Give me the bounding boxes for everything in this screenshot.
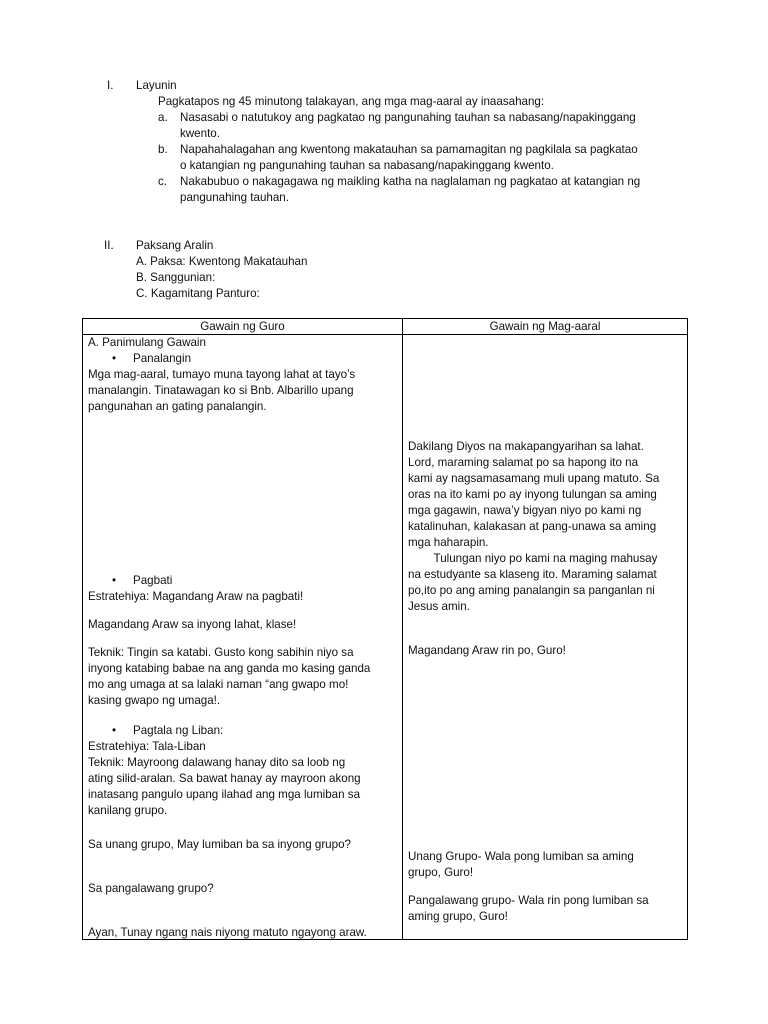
student-line: Pangalawang grupo- Wala rin pong lumiban sa	[408, 894, 649, 907]
student-line: Lord, maraming salamat po sa hapong ito na	[408, 456, 639, 469]
teacher-line: manalangin. Tinatawagan ko si Bnb. Albarillo upang	[88, 384, 354, 397]
teacher-line: Mga mag-aaral, tumayo muna tayong lahat at tayo’s	[88, 368, 356, 381]
greeting-strategy: Estratehiya: Magandang Araw na pagbati!	[88, 590, 304, 603]
student-line: po,ito po ang aming panalangin sa panganlan ni	[408, 584, 655, 597]
column-header-teacher: Gawain ng Guro	[83, 319, 403, 335]
lesson-table	[82, 318, 688, 940]
question-first-group: Sa unang grupo, May lumiban ba sa inyong grupo?	[88, 838, 351, 851]
student-line: mga haharapin.	[408, 536, 489, 549]
teacher-cell	[83, 335, 403, 940]
subject-line: A. Paksa: Kwentong Makatauhan	[136, 255, 308, 268]
teacher-line: kasing gwapo ng umaga!.	[88, 694, 221, 707]
section-title: A. Panimulang Gawain	[88, 336, 206, 349]
objective-letter: b.	[158, 143, 168, 156]
student-line: katalinuhan, kalakasan at pang-unawa sa aming	[408, 520, 657, 533]
subject-line: C. Kagamitang Panturo:	[136, 287, 260, 300]
bullet-icon: •	[112, 574, 117, 587]
greeting-label: Pagbati	[133, 574, 173, 587]
student-line: oras na ito kami po ay inyong tulungan sa aming	[408, 488, 657, 501]
question-second-group: Sa pangalawang grupo?	[88, 882, 214, 895]
student-line: Unang Grupo- Wala pong lumiban sa aming	[408, 850, 634, 863]
teacher-line: Teknik: Tingin sa katabi. Gusto kong sabihin niyo sa	[88, 646, 354, 659]
objective-text: pangunahing tauhan.	[180, 191, 289, 204]
teacher-line: Teknik: Mayroong dalawang hanay dito sa loob ng	[88, 756, 346, 769]
student-cell	[403, 335, 688, 940]
greeting-reply: Magandang Araw rin po, Guro!	[408, 644, 566, 657]
student-line: Dakilang Diyos na makapangyarihan sa lahat.	[408, 440, 644, 453]
attendance-strategy: Estratehiya: Tala-Liban	[88, 740, 206, 753]
student-line: grupo, Guro!	[408, 866, 474, 879]
closing-remark: Ayan, Tunay ngang nais niyong matuto ngayong araw.	[88, 926, 367, 939]
subject-heading: Paksang Aralin	[136, 239, 214, 252]
objective-letter: c.	[158, 175, 168, 188]
subject-line: B. Sanggunian:	[136, 271, 216, 284]
attendance-label: Pagtala ng Liban:	[133, 724, 224, 737]
teacher-line: kanilang grupo.	[88, 804, 168, 817]
teacher-line: mo ang umaga at sa lalaki naman “ang gwapo mo!	[88, 678, 349, 691]
student-line: na estudyante sa klaseng ito. Maraming salamat	[408, 568, 657, 581]
objectives-heading: Layunin	[136, 79, 177, 92]
objectives-intro: Pagkatapos ng 45 minutong talakayan, ang mga mag-aaral ay inaasahang:	[158, 95, 545, 108]
teacher-line: inyong katabing babae na ang ganda mo kasing ganda	[88, 662, 371, 675]
teacher-line: ating silid-aralan. Sa bawat hanay ay mayroon akong	[88, 772, 361, 785]
objective-text: Nasasabi o natutukoy ang pagkatao ng pangunahing tauhan sa nabasang/napakinggang	[180, 111, 636, 124]
student-line: aming grupo, Guro!	[408, 910, 508, 923]
objective-text: o katangian ng pangunahing tauhan sa nabasang/napakinggang kwento.	[180, 159, 554, 172]
student-line: kami ay nagsamasamang muli upang matuto. Sa	[408, 472, 660, 485]
teacher-line: inatasang pangulo upang ilahad ang mga lumiban sa	[88, 788, 361, 801]
objective-text: Nakabubuo o nakagagawa ng maikling katha na naglalaman ng pagkatao at katangian ng	[180, 175, 641, 188]
student-line: mga gagawin, nawa’y bigyan niyo po kami ng	[408, 504, 642, 517]
objective-text: Napahahalagahan ang kwentong makatauhan sa pamamagitan ng pagkilala sa pagkatao	[180, 143, 638, 156]
teacher-line: pangunahan an gating panalangin.	[88, 400, 267, 413]
objectives-numeral: I.	[107, 79, 114, 92]
objective-text: kwento.	[180, 127, 220, 140]
student-line: Tulungan niyo po kami na maging mahusay	[408, 552, 658, 565]
bullet-icon: •	[112, 352, 117, 365]
prayer-label: Panalangin	[133, 352, 192, 365]
bullet-icon: •	[112, 724, 117, 737]
greeting-text: Magandang Araw sa inyong lahat, klase!	[88, 618, 297, 631]
column-header-student: Gawain ng Mag-aaral	[403, 319, 688, 335]
student-line: Jesus amin.	[408, 600, 470, 613]
objective-letter: a.	[158, 111, 168, 124]
subject-numeral: II.	[104, 239, 114, 252]
